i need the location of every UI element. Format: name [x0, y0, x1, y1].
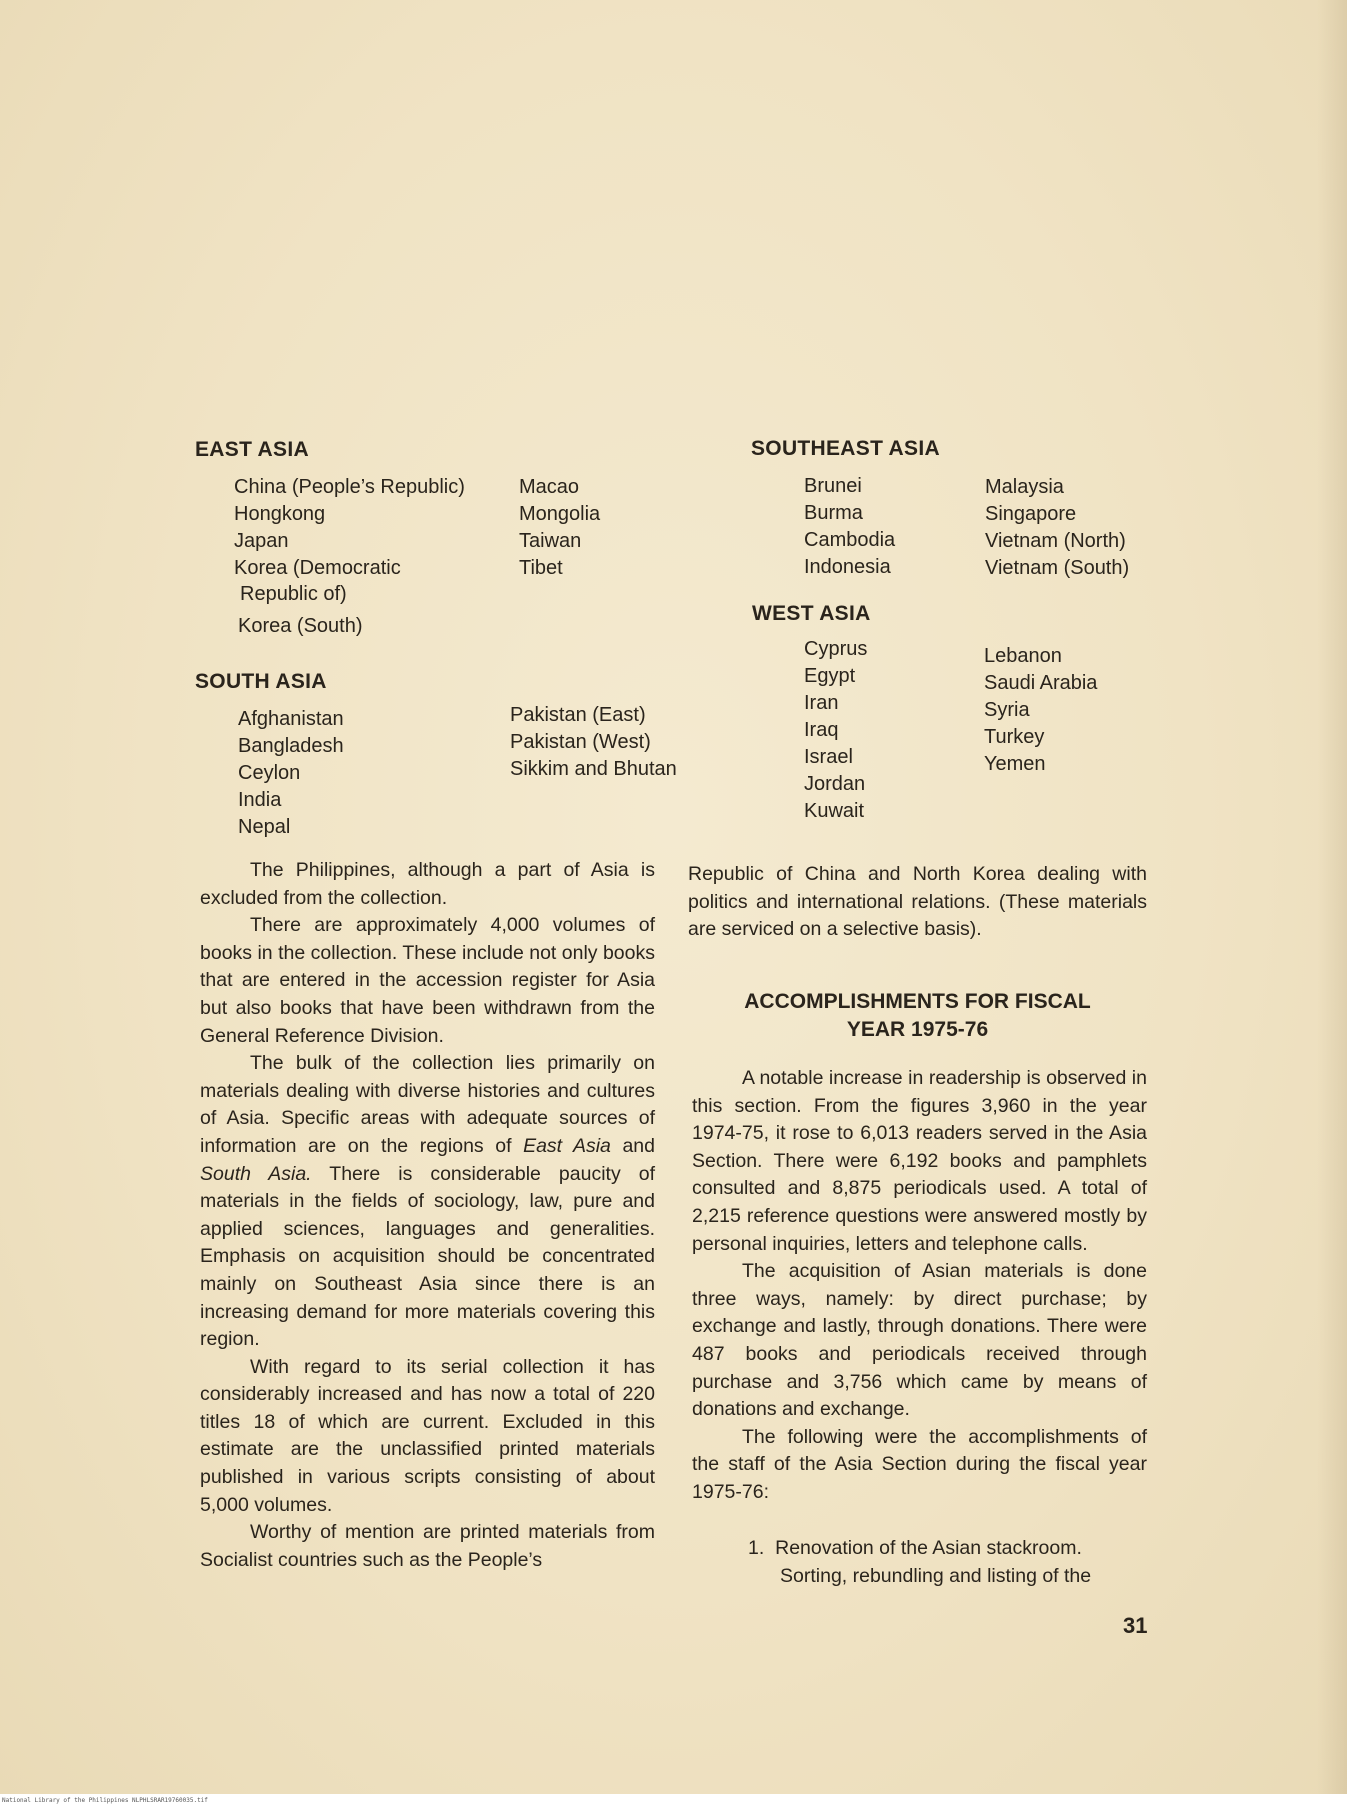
south-asia-list-col2 — [510, 702, 677, 783]
list-item: Japan — [234, 530, 289, 552]
list-item: Pakistan (West) — [510, 731, 651, 753]
list-item: Syria — [984, 699, 1030, 721]
list-item: Iran — [804, 692, 839, 714]
paragraph: There are approximately 4,000 volumes of books in the collection. These include not only books that are entered in the accession register for Asia but also books that have been withdrawn from the General Reference Division. — [200, 914, 655, 1047]
list-item: India — [238, 789, 282, 811]
east-asia-list-col2 — [519, 474, 600, 582]
paragraph: The acquisition of Asian materials is done three ways, namely: by direct purchase; by exchange and lastly, through donations. There were 487 books and periodicals received through purchase and 3,756 which came by means of donations and exchange. — [692, 1260, 1147, 1421]
list-item: Tibet — [519, 557, 563, 579]
list-item: Afghanistan — [238, 708, 344, 730]
west-asia-list-col1 — [804, 636, 867, 825]
list-item: Taiwan — [519, 530, 582, 552]
southeast-asia-list-col2 — [985, 474, 1129, 582]
list-item: Israel — [804, 746, 853, 768]
list-item: Brunei — [804, 475, 862, 497]
paragraph: A notable increase in readership is observed in this section. From the figures 3,960 in the year 1974-75, it rose to 6,013 readers served in the Asia Section. There were 6,192 books and pamphlets consulted and 8,875 periodicals used. A total of 2,215 reference questions were answered mostly by personal inquiries, letters and telephone calls. — [692, 1067, 1147, 1255]
list-item: Vietnam (North) — [985, 530, 1126, 552]
list-item: Singapore — [985, 503, 1077, 525]
list-item: Kuwait — [804, 800, 865, 822]
list-item: Korea (Democratic — [234, 557, 401, 579]
list-item: Yemen — [984, 753, 1046, 775]
list-item: Mongolia — [519, 503, 601, 525]
accomplishments-title: ACCOMPLISHMENTS FOR FISCAL YEAR 1975-76 — [744, 990, 1091, 1041]
list-item: Macao — [519, 476, 580, 498]
list-item: Burma — [804, 502, 863, 524]
page-number: 31 — [1123, 1613, 1148, 1638]
southeast-asia-heading: SOUTHEAST ASIA — [751, 437, 940, 460]
list-item: Indonesia — [804, 556, 891, 578]
list-item: Sikkim and Bhutan — [510, 758, 677, 780]
list-item: Cambodia — [804, 529, 896, 551]
list-item: Egypt — [804, 665, 856, 687]
paragraph: Worthy of mention are printed materials from Socialist countries such as the People’s — [200, 1521, 655, 1571]
paragraph: The Philippines, although a part of Asia is excluded from the collection. — [200, 859, 655, 909]
list-item: Turkey — [984, 726, 1045, 748]
left-body-column — [200, 857, 655, 1574]
west-asia-heading: WEST ASIA — [752, 602, 871, 625]
paragraph: The bulk of the collection lies primarily on materials dealing with diverse histories and cultures of Asia. Specific areas with adequate sources of information are on the regions of East Asia and South Asia. There is considerable paucity of materials in the fields of sociology, law, pure and applied sciences, languages and generalities. Emphasis on acquisition should be concentrated mainly on Southeast Asia since there is an increasing demand for more materials covering this region. — [200, 1052, 655, 1351]
list-item: Republic of) — [240, 583, 347, 605]
west-asia-list-col2 — [984, 643, 1097, 778]
east-asia-heading: EAST ASIA — [195, 438, 309, 461]
paragraph: Republic of China and North Korea dealing with politics and international relations. (These materials are serviced on a selective basis). — [688, 863, 1147, 941]
list-item: Bangladesh — [238, 735, 344, 757]
list-item: Ceylon — [238, 762, 301, 784]
list-item: Iraq — [804, 719, 839, 741]
right-body-column — [692, 1065, 1147, 1507]
southeast-asia-list-col1 — [804, 473, 895, 581]
east-asia-list-col1 — [234, 474, 465, 640]
paragraph: With regard to its serial collection it has considerably increased and has now a total of 220 titles 18 of which are current. Excluded in this estimate are the unclassified printed materials published in various scripts consisting of about 5,000 volumes. — [200, 1355, 655, 1516]
list-item: Pakistan (East) — [510, 704, 646, 726]
list-item: Malaysia — [985, 476, 1064, 498]
list-item: China (People’s Republic) — [234, 476, 465, 498]
list-item: Lebanon — [984, 645, 1062, 667]
south-asia-list-col1 — [238, 706, 344, 841]
south-asia-heading: SOUTH ASIA — [195, 670, 327, 693]
list-item: Cyprus — [804, 638, 868, 660]
list-item: Korea (South) — [238, 615, 363, 637]
list-item: Saudi Arabia — [984, 672, 1098, 694]
list-item: Hongkong — [234, 503, 326, 525]
paragraph: The following were the accomplishments of the staff of the Asia Section during the fiscal year 1975-76: — [692, 1425, 1147, 1503]
scan-edge-shadow — [1317, 0, 1347, 1794]
scan-footer: National Library of the Philippines NLPHLSRAR19760035.tif — [0, 1794, 1347, 1808]
list-item: Nepal — [238, 816, 291, 838]
list-item: Jordan — [804, 773, 866, 795]
list-item: Vietnam (South) — [985, 557, 1130, 579]
right-body-column-intro — [688, 861, 1147, 944]
accomplishment-item-1: 1. Renovation of the Asian stackroom. Sorting, rebundling and listing of the — [748, 1537, 1092, 1587]
